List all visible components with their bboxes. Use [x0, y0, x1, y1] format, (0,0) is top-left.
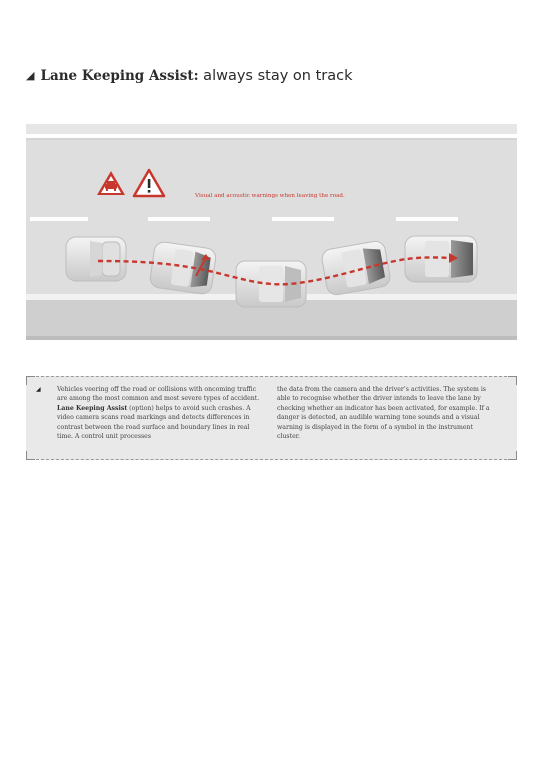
shoulder-top: [26, 124, 517, 134]
title-rest: always stay on track: [198, 68, 353, 84]
info-box: [26, 376, 517, 460]
info-column-1: Vehicles veering off the road or collisions with oncoming traffic are among the most common and most severe types of accident. Lane Keeping Assist (option) helps to avoid such crashes. A video camera scans road markings and detects differences in contrast between the road surface and boundary lines in real time. A control unit processes: [57, 386, 260, 441]
lane-keeping-illustration: [0, 118, 544, 358]
title-bold: Lane Keeping Assist:: [40, 68, 199, 84]
info-column-2: the data from the camera and the driver’s activities. The system is able to recognise whether the driver intends to leave the lane by checking whether an indicator has been activated, for example. If a danger is detected, an audible warning tone sounds and a visual warning is displayed in the form of a symbol in the instrument cluster.: [277, 386, 490, 441]
triangle-bullet-icon: ◢: [36, 386, 41, 393]
car-1: [66, 237, 126, 281]
car-5: [405, 236, 477, 282]
car-2: [149, 241, 217, 295]
warning-caption: Visual and acoustic warnings when leaving the road.: [195, 193, 345, 199]
page-title: [26, 68, 352, 84]
triangle-bullet-icon: ◢: [26, 69, 35, 82]
